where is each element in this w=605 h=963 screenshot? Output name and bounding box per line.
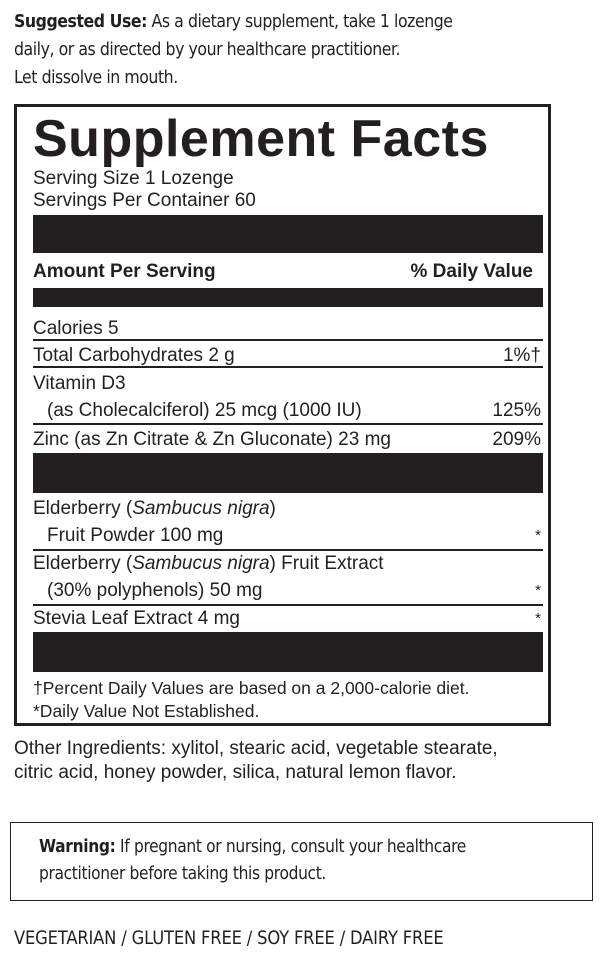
elderberry-powder-detail-row bbox=[33, 524, 543, 548]
daily-value-header: % Daily Value bbox=[410, 261, 533, 282]
warning-line2: practitioner before taking this product. bbox=[39, 863, 327, 884]
latin-name: Sambucus nigra bbox=[132, 498, 270, 519]
elderberry-powder-row bbox=[33, 497, 543, 521]
suggested-use-label: Suggested Use: bbox=[14, 12, 147, 32]
latin-name: Sambucus nigra bbox=[132, 553, 270, 574]
suggested-use-line3: Let dissolve in mouth. bbox=[14, 68, 178, 88]
suggested-use-text1: As a dietary supplement, take 1 lozenge bbox=[151, 12, 453, 32]
other-ingredients-line2: citric acid, honey powder, silica, natural lemon flavor. bbox=[14, 762, 457, 783]
footnote-daily-values: †Percent Daily Values are based on a 2,000-calorie diet. bbox=[33, 678, 470, 698]
paren: ) bbox=[269, 498, 276, 519]
suggested-use bbox=[14, 8, 590, 92]
warning-line1: If pregnant or nursing, consult your healthcare bbox=[120, 836, 466, 857]
amount-per-serving-header: Amount Per Serving bbox=[33, 261, 216, 282]
stevia-row bbox=[33, 607, 543, 631]
thick-divider bbox=[33, 288, 543, 307]
extract-label: ) Fruit Extract bbox=[269, 553, 384, 574]
carbs-row bbox=[33, 344, 543, 368]
vitamin-d3-detail-row bbox=[33, 399, 543, 423]
row-divider bbox=[33, 549, 543, 551]
carbs-dv: 1%† bbox=[502, 345, 541, 366]
row-divider bbox=[33, 604, 543, 606]
stevia-dv: * bbox=[535, 610, 541, 627]
elderberry-extract-detail-row bbox=[33, 579, 543, 603]
zinc-label: Zinc (as Zn Citrate & Zn Gluconate) 23 mg bbox=[33, 429, 391, 450]
stevia-label: Stevia Leaf Extract 4 mg bbox=[33, 608, 240, 629]
suggested-use-line1 bbox=[14, 8, 590, 36]
calories-label: Calories 5 bbox=[33, 318, 119, 339]
zinc-dv: 209% bbox=[492, 429, 541, 450]
suggested-use-line2: daily, or as directed by your healthcare practitioner. bbox=[14, 40, 401, 60]
other-ingredients bbox=[14, 737, 594, 785]
carbs-label: Total Carbohydrates 2 g bbox=[33, 345, 235, 366]
warning-text bbox=[39, 833, 589, 887]
elderberry-extract-dv: * bbox=[535, 582, 541, 599]
other-ingredients-line1: Other Ingredients: xylitol, stearic acid, vegetable stearate, bbox=[14, 738, 498, 759]
row-divider bbox=[33, 423, 543, 425]
warning-label: Warning: bbox=[39, 836, 116, 857]
facts-title: Supplement Facts bbox=[33, 110, 489, 168]
thick-divider bbox=[33, 215, 543, 253]
servings-per-container: Servings Per Container 60 bbox=[33, 190, 256, 211]
elderberry-extract-amount: (30% polyphenols) 50 mg bbox=[47, 580, 263, 601]
thick-divider bbox=[33, 632, 543, 672]
elderberry-powder-amount: Fruit Powder 100 mg bbox=[47, 525, 224, 546]
elderberry-extract-row bbox=[33, 552, 543, 576]
vitamin-d3-row bbox=[33, 372, 543, 396]
elderberry-powder-dv: * bbox=[535, 527, 541, 544]
dietary-claims: VEGETARIAN / GLUTEN FREE / SOY FREE / DAIRY FREE bbox=[14, 927, 444, 949]
footnote-not-established: *Daily Value Not Established. bbox=[33, 701, 260, 721]
vitamin-d3-dv: 125% bbox=[492, 400, 541, 421]
vitamin-d3-label: Vitamin D3 bbox=[33, 373, 126, 394]
row-divider bbox=[33, 339, 543, 341]
row-divider bbox=[33, 366, 543, 368]
warning-box bbox=[10, 822, 593, 901]
elderberry-label: Elderberry ( bbox=[33, 498, 133, 519]
calories-row bbox=[33, 317, 543, 341]
supplement-facts-panel bbox=[14, 104, 551, 726]
amount-header-row bbox=[33, 260, 543, 284]
elderberry-label: Elderberry ( bbox=[33, 553, 133, 574]
vitamin-d3-detail: (as Cholecalciferol) 25 mcg (1000 IU) bbox=[47, 400, 362, 421]
serving-size: Serving Size 1 Lozenge bbox=[33, 168, 234, 189]
zinc-row bbox=[33, 428, 543, 452]
thick-divider bbox=[33, 453, 543, 493]
